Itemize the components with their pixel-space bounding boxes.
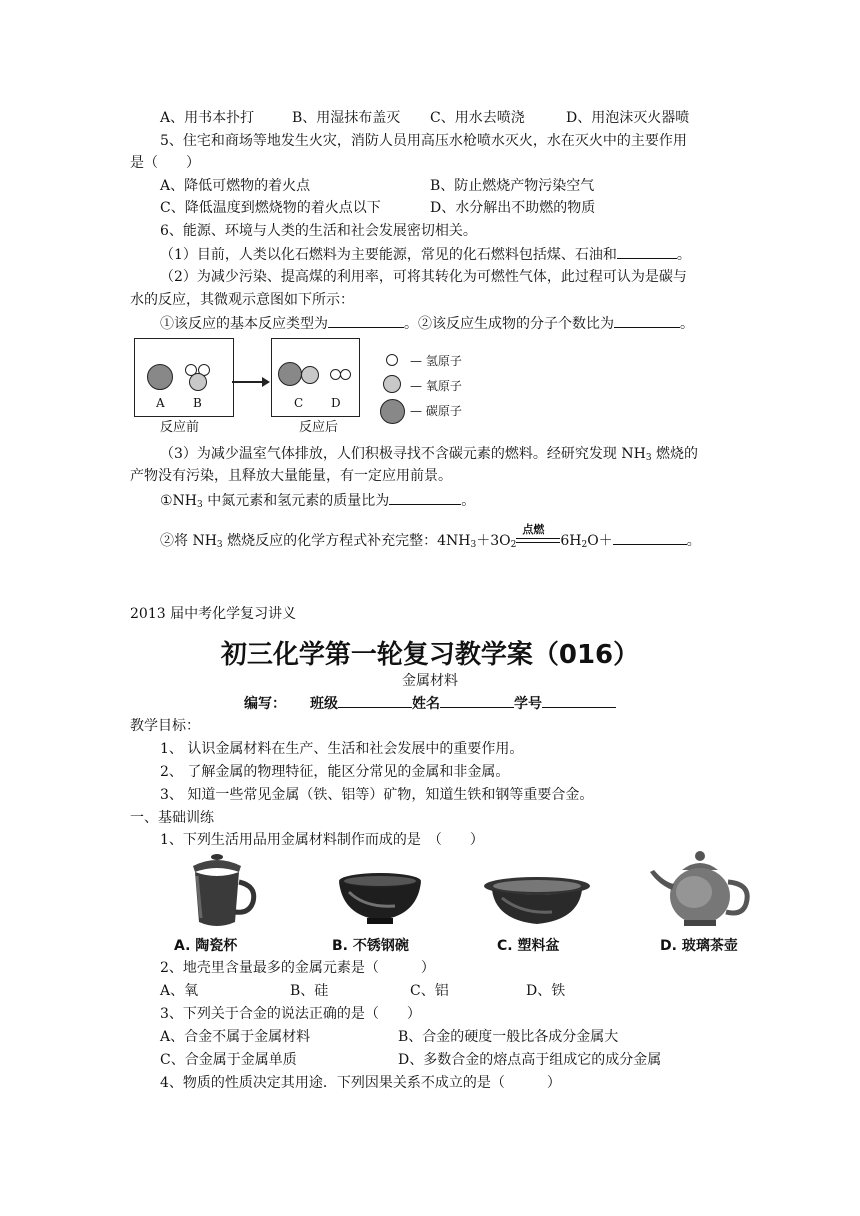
q2-option-c: C、铝 xyxy=(410,983,449,999)
hydrogen-atom xyxy=(340,369,351,380)
q1-post: 中氮元素和氢元素的质量比为 xyxy=(202,493,390,509)
q1-caption-a: A. 陶瓷杯 xyxy=(174,938,238,954)
name-field[interactable] xyxy=(440,693,514,708)
label-b: B xyxy=(193,396,202,410)
name-label: 姓名 xyxy=(412,696,440,712)
q5-option-c: C、降低温度到燃烧物的着火点以下 xyxy=(160,200,381,216)
id-label: 学号 xyxy=(514,696,542,712)
q6-part2-q-end: 。 xyxy=(680,316,694,332)
q2-end: 。 xyxy=(686,533,701,549)
q1-caption-c: C. 塑料盆 xyxy=(497,938,560,954)
after-label: 反应后 xyxy=(299,420,339,435)
q6-part3-end: 燃烧的 xyxy=(651,446,699,462)
label-d: D xyxy=(331,396,341,410)
q6-intro: 6、能源、环境与人类的生活和社会发展密切相关。 xyxy=(160,223,477,239)
q1-caption-b: B. 不锈钢碗 xyxy=(332,938,409,954)
goal-item: 2、 了解金属的物理特征，能区分常见的金属和非金属。 xyxy=(160,764,510,780)
section-heading: 一、基础训练 xyxy=(130,810,214,826)
equation-line xyxy=(516,538,560,539)
q6-part1-end: 。 xyxy=(676,247,691,263)
condition-label: 点燃 xyxy=(522,523,545,536)
q2-option-d: D、铁 xyxy=(526,983,566,999)
equation-line xyxy=(516,542,560,543)
subscript: 3 xyxy=(216,540,223,550)
legend-oxygen: — 氧原子 xyxy=(410,379,462,393)
q6-part2: （2）为减少污染、提高煤的利用率，可将其转化为可燃性气体，此过程可认为是碳与 xyxy=(160,269,687,285)
plastic-basin-image xyxy=(482,874,592,929)
legend-carbon-icon xyxy=(380,399,405,424)
q1-end: 。 xyxy=(461,493,476,509)
s1-q4: 4、物质的性质决定其用途．下列因果关系不成立的是（ ） xyxy=(160,1075,561,1091)
subscript: 3 xyxy=(470,540,477,550)
q2-option-b: B、硅 xyxy=(290,983,329,999)
q6-part1 xyxy=(160,244,691,265)
goals-heading: 教学目标： xyxy=(130,718,200,734)
ceramic-cup-image xyxy=(183,852,263,932)
q4-option-b: B、用湿抹布盖灭 xyxy=(292,110,401,126)
q6-part2-question xyxy=(160,313,694,334)
q5-option-b: B、防止燃烧产物污染空气 xyxy=(430,178,595,194)
q5-stem: 5、住宅和商场等地发生火灾，消防人员用高压水枪喷水灭火，水在灭火中的主要作用 xyxy=(160,133,687,149)
q3-option-a: A、合金不属于金属材料 xyxy=(160,1029,311,1045)
q3-option-c: C、合金属于金属单质 xyxy=(160,1052,297,1068)
subscript: 3 xyxy=(645,453,652,463)
legend-oxygen-icon xyxy=(383,375,401,393)
carbon-atom xyxy=(278,362,302,386)
arrow-head-icon xyxy=(262,377,270,387)
answer-blank[interactable] xyxy=(617,244,677,259)
reaction-arrow xyxy=(232,381,266,383)
answer-blank[interactable] xyxy=(613,530,687,545)
q6-part2-cont: 水的反应，其微观示意图如下所示： xyxy=(130,292,354,308)
q3-option-b: B、合金的硬度一般比各成分金属大 xyxy=(398,1029,619,1045)
q1-caption-d: D. 玻璃茶壶 xyxy=(660,938,738,954)
legend-hydrogen: — 氢原子 xyxy=(410,354,462,368)
q6-part2-q-mid: 。②该反应生成物的分子个数比为 xyxy=(404,316,614,332)
class-label: 班级 xyxy=(310,696,338,712)
q2-rhs: 6H xyxy=(560,533,582,549)
legend-hydrogen-icon xyxy=(386,354,398,366)
class-field[interactable] xyxy=(338,693,412,708)
q6-part3-q2 xyxy=(160,523,701,555)
series-label: 2013 届中考化学复习讲义 xyxy=(130,606,297,622)
s1-q3: 3、下列关于合金的说法正确的是（ ） xyxy=(160,1006,421,1022)
goal-item: 1、 认识金属材料在生产、生活和社会发展中的重要作用。 xyxy=(160,741,524,757)
answer-blank[interactable] xyxy=(614,313,680,328)
q2-pre: ②将 NH xyxy=(160,533,217,549)
label-c: C xyxy=(294,396,304,410)
q5-stem-cont: 是（ ） xyxy=(130,155,200,171)
page-title: 初三化学第一轮复习教学案（016） xyxy=(220,640,640,670)
before-label: 反应前 xyxy=(160,420,200,435)
q2-rhs2: O＋ xyxy=(587,533,613,549)
oxygen-atom xyxy=(301,366,319,384)
q6-part3-q1 xyxy=(160,490,475,515)
q1-pre: ①NH xyxy=(160,493,198,509)
q5-option-a: A、降低可燃物的着火点 xyxy=(160,178,311,194)
q4-option-c: C、用水去喷浇 xyxy=(430,110,525,126)
s1-q1: 1、下列生活用品用金属材料制作而成的是 （ ） xyxy=(160,832,484,848)
q6-part3-cont: 产物没有污染，且释放大量能量，有一定应用前景。 xyxy=(130,468,452,484)
carbon-atom xyxy=(147,364,173,390)
q5-option-d: D、水分解出不助燃的物质 xyxy=(430,200,596,216)
q6-part3 xyxy=(160,444,698,468)
q4-option-d: D、用泡沫灭火器喷 xyxy=(566,110,690,126)
page-subtitle: 金属材料 xyxy=(402,673,458,689)
author-label: 编写： xyxy=(244,696,286,712)
reaction-condition xyxy=(516,523,560,549)
q6-part3-text: （3）为减少温室气体排放，人们积极寻找不含碳元素的燃料。经研究发现 NH xyxy=(160,446,646,462)
oxygen-atom xyxy=(189,373,207,391)
author-line xyxy=(0,693,860,713)
answer-blank[interactable] xyxy=(389,490,461,505)
subscript: 2 xyxy=(581,540,588,550)
q2-mid2: ＋3O xyxy=(476,533,511,549)
legend-carbon: — 碳原子 xyxy=(410,404,462,418)
s1-q2: 2、地壳里含量最多的金属元素是（ ） xyxy=(160,960,435,976)
q3-option-d: D、多数合金的熔点高于组成它的成分金属 xyxy=(398,1052,662,1068)
label-a: A xyxy=(156,396,165,410)
q6-part1-text: （1）目前，人类以化石燃料为主要能源，常见的化石燃料包括煤、石油和 xyxy=(160,247,617,263)
q2-option-a: A、氧 xyxy=(160,983,199,999)
subscript: 2 xyxy=(510,540,517,550)
steel-bowl-image xyxy=(335,872,425,927)
q4-option-a: A、用书本扑打 xyxy=(160,110,255,126)
answer-blank[interactable] xyxy=(328,313,404,328)
q2-mid: 燃烧反应的化学方程式补充完整：4NH xyxy=(222,533,471,549)
subscript: 3 xyxy=(197,500,203,510)
goal-item: 3、 知道一些常见金属（铁、铝等）矿物，知道生铁和钢等重要合金。 xyxy=(160,787,594,803)
q6-part2-q-text: ①该反应的基本反应类型为 xyxy=(160,316,328,332)
glass-teapot-image xyxy=(648,848,756,932)
id-field[interactable] xyxy=(542,693,616,708)
